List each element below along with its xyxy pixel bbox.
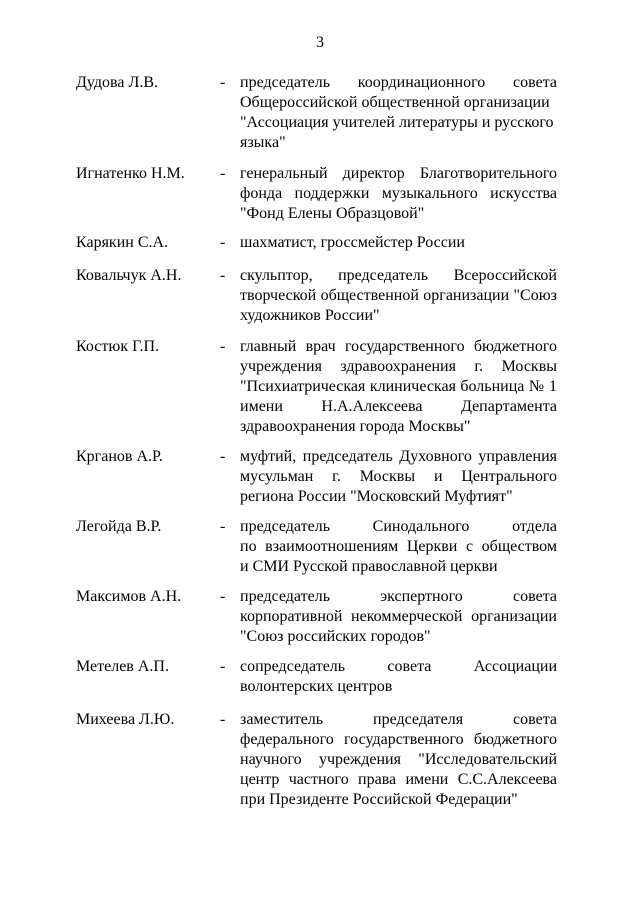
- person-description: [240, 233, 557, 253]
- description-line: центр частного права имени С.С.Алексеева: [240, 771, 557, 788]
- description-line: художников России": [240, 307, 380, 324]
- person-description: [240, 337, 557, 437]
- dash-separator: -: [220, 234, 226, 251]
- page-number: 3: [316, 34, 324, 51]
- description-line: председатель экспертного совета: [240, 588, 557, 605]
- person-name: Дудова Л.В.: [76, 74, 159, 91]
- entry-dudova: [76, 73, 560, 151]
- entry-ignatenko: [76, 164, 560, 222]
- entry-karyakin: [76, 233, 560, 251]
- description-line: региона России "Московский Муфтият": [240, 488, 513, 505]
- person-description: [240, 517, 557, 577]
- person-description: [240, 73, 557, 153]
- description-line: "Союз российских городов": [240, 628, 431, 645]
- dash-separator: -: [220, 165, 226, 182]
- description-line: "Психиатрическая клиническая больница № 1: [240, 378, 557, 395]
- description-line: языка": [240, 134, 286, 151]
- description-line: шахматист, гроссмейстер России: [240, 234, 465, 251]
- dash-separator: -: [220, 711, 226, 728]
- description-line: Общероссийской общественной организации: [240, 94, 550, 111]
- description-line: творческой общественной организации "Союз: [240, 287, 557, 304]
- dash-separator: -: [220, 518, 226, 535]
- dash-separator: -: [220, 267, 226, 284]
- description-line: и СМИ Русской православной церкви: [240, 558, 498, 575]
- person-description: [240, 447, 557, 507]
- description-line: имени Н.А.Алексеева Департамента: [240, 398, 557, 415]
- person-description: [240, 587, 557, 647]
- entry-legoyda: [76, 517, 560, 575]
- entry-metelev: [76, 657, 560, 695]
- person-name: Михеева Л.Ю.: [76, 711, 175, 728]
- person-description: [240, 710, 557, 810]
- entry-krganov: [76, 447, 560, 505]
- dash-separator: -: [220, 658, 226, 675]
- person-description: [240, 266, 557, 326]
- description-line: при Президенте Российской Федерации": [240, 791, 518, 808]
- description-line: председатель Синодального отдела: [240, 518, 557, 535]
- person-name: Метелев А.П.: [76, 658, 169, 675]
- description-line: мусульман г. Москвы и Центрального: [240, 468, 557, 485]
- dash-separator: -: [220, 448, 226, 465]
- description-line: корпоративной некоммерческой организации: [240, 608, 557, 625]
- person-name: Крганов А.Р.: [76, 448, 163, 465]
- description-line: "Фонд Елены Образцовой": [240, 205, 425, 222]
- entry-maksimov: [76, 587, 560, 645]
- description-line: здравоохранения города Москвы": [240, 418, 471, 435]
- person-name: Ковальчук А.Н.: [76, 267, 182, 284]
- description-line: учреждения здравоохранения г. Москвы: [240, 358, 557, 375]
- person-name: Легойда В.Р.: [76, 518, 162, 535]
- description-line: по взаимоотношениям Церкви с обществом: [240, 538, 557, 555]
- description-line: скульптор, председатель Всероссийской: [240, 267, 557, 284]
- description-line: федерального государственного бюджетного: [240, 731, 557, 748]
- description-line: заместитель председателя совета: [240, 711, 557, 728]
- description-line: "Ассоциация учителей литературы и русского: [240, 114, 554, 131]
- person-name: Карякин С.А.: [76, 234, 169, 251]
- description-line: сопредседатель совета Ассоциации: [240, 658, 557, 675]
- person-description: [240, 164, 557, 224]
- entry-mikheeva: [76, 710, 560, 808]
- person-name: Максимов А.Н.: [76, 588, 182, 605]
- person-name: Игнатенко Н.М.: [76, 165, 185, 182]
- entry-kostyuk: [76, 337, 560, 435]
- person-description: [240, 657, 557, 697]
- entry-kovalchuk: [76, 266, 560, 324]
- description-line: научного учреждения "Исследовательский: [240, 751, 557, 768]
- dash-separator: -: [220, 74, 226, 91]
- description-line: муфтий, председатель Духовного управления: [240, 448, 557, 465]
- description-line: председатель координационного совета: [240, 74, 557, 91]
- description-line: волонтерских центров: [240, 678, 393, 695]
- description-line: главный врач государственного бюджетного: [240, 338, 557, 355]
- description-line: генеральный директор Благотворительного: [240, 165, 557, 182]
- dash-separator: -: [220, 338, 226, 355]
- description-line: фонда поддержки музыкального искусства: [240, 185, 557, 202]
- dash-separator: -: [220, 588, 226, 605]
- person-name: Костюк Г.П.: [76, 338, 160, 355]
